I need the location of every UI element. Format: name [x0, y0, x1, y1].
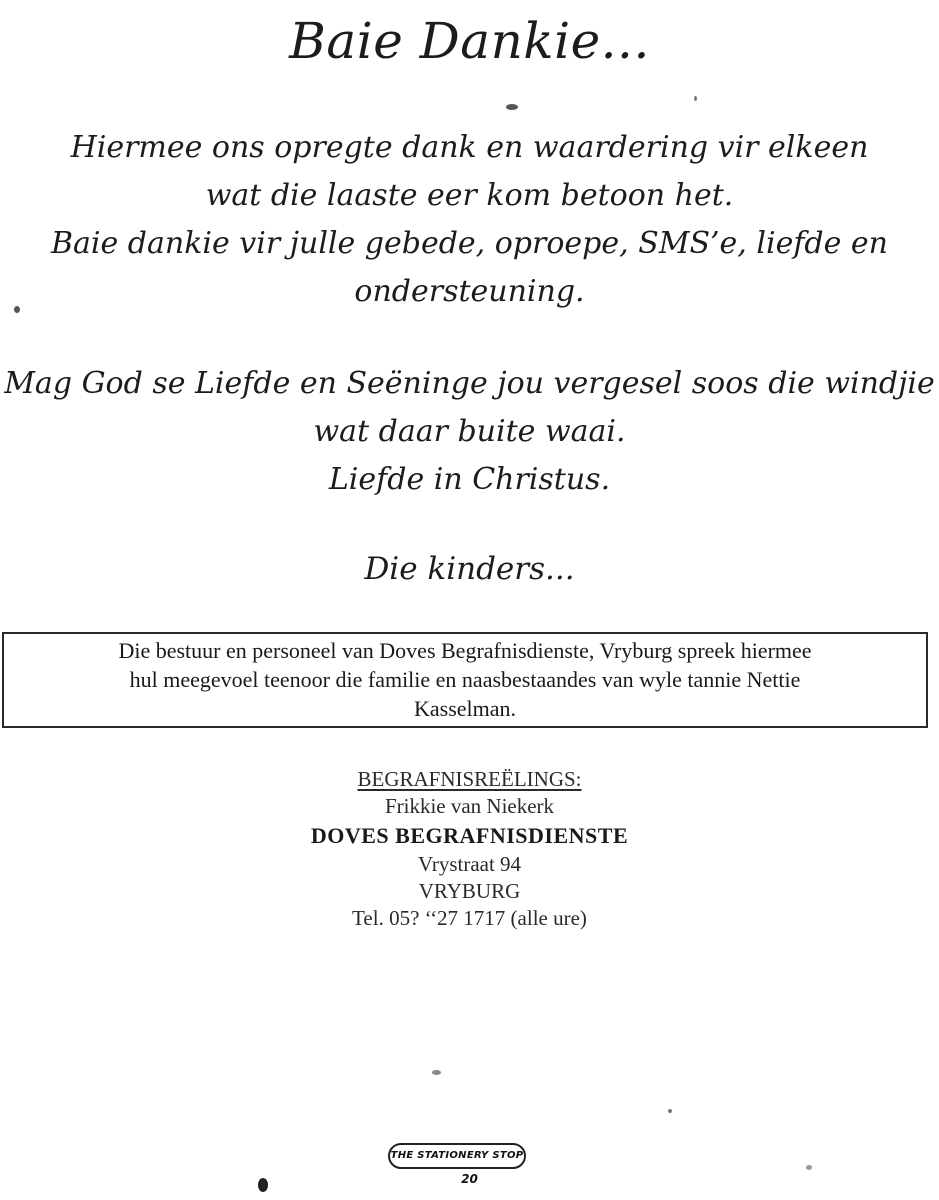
condolence-notice-box [2, 632, 928, 728]
notice-line: Die bestuur en personeel van Doves Begrafnisdienste, Vryburg spreek hiermee [118, 638, 812, 663]
thanks-line: wat die laaste eer kom betoon het. [205, 178, 734, 213]
scan-speck [258, 1178, 268, 1192]
street-address: Vrystraat 94 [417, 852, 522, 876]
page-number: 20 [461, 1172, 478, 1186]
signoff: Die kinders... [364, 551, 575, 587]
scan-speck [668, 1109, 672, 1113]
company-name: DOVES BEGRAFNISDIENSTE [310, 823, 629, 848]
thanks-line: ondersteuning. [354, 274, 585, 309]
thanks-paragraph [0, 124, 939, 316]
blessing-paragraph [0, 360, 939, 504]
phone-number: Tel. 05? ‘‘27 1717 (alle ure) [352, 906, 587, 930]
thanks-line: Baie dankie vir julle gebede, oproepe, SMS’e, liefde en [50, 226, 888, 261]
scan-speck [506, 104, 518, 110]
blessing-line: Liefde in Christus. [328, 462, 611, 497]
scan-speck [806, 1165, 812, 1170]
notice-line: Kasselman. [413, 696, 517, 721]
blessing-line: Mag God se Liefde en Seëninge jou vergesel soos die windjie [4, 366, 935, 401]
funeral-arrangements [0, 766, 939, 932]
notice-line: hul meegevoel teenoor die familie en naasbestaandes van wyle tannie Nettie [129, 667, 801, 692]
blessing-line: wat daar buite waai. [313, 414, 626, 449]
thanks-line: Hiermee ons opregte dank en waardering vir elkeen [70, 130, 869, 165]
scan-speck [14, 306, 20, 313]
page-title: Baie Dankie... [289, 12, 650, 70]
town: VRYBURG [418, 879, 521, 903]
contact-name: Frikkie van Niekerk [384, 794, 555, 818]
printer-logo: THE STATIONERY STOP [388, 1143, 526, 1169]
arrangements-heading: BEGRAFNISREËLINGS: [357, 767, 582, 791]
scan-speck [694, 96, 697, 101]
scan-speck [432, 1070, 441, 1075]
